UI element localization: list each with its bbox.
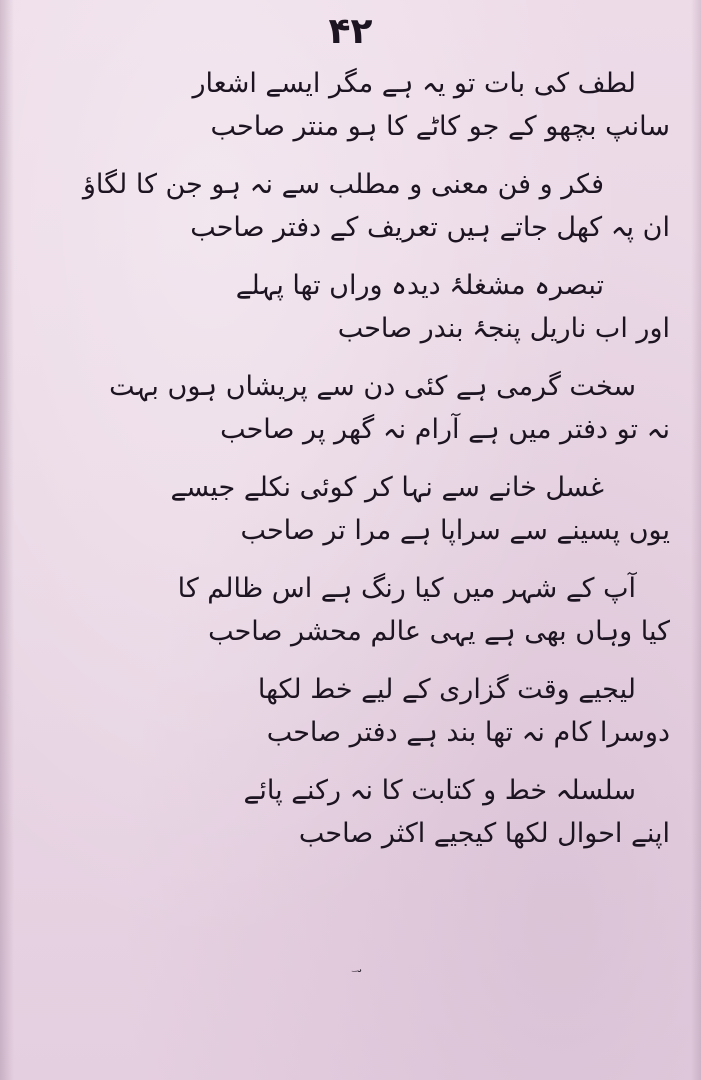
verse-line: اپنے احوال لکھا کیجیے اکثر صاحب [298, 818, 670, 849]
end-mark [0, 970, 701, 1004]
verse-line: لیجیے وقت گزاری کے لیے خط لکھا [257, 674, 636, 705]
page-number: ۴۲ [328, 11, 373, 52]
verse-line: یوں پسینے سے سراپا ہے مرا تر صاحب [240, 515, 670, 546]
verse-line: سانپ بچھو کے جو کاٹے کا ہو منتر صاحب [210, 111, 670, 142]
verse-line: سخت گرمی ہے کئی دن سے پریشاں ہوں بہت [109, 371, 636, 402]
verse-line: کیا وہاں بھی ہے یہی عالم محشر صاحب [208, 616, 670, 647]
page-edge-shadow-right [691, 0, 701, 1080]
poem [48, 62, 670, 855]
verse-line: غسل خانے سے نہا کر کوئی نکلے جیسے [170, 472, 604, 503]
verse-line: تبصرہ مشغلۂ دیدہ وراں تھا پہلے [235, 270, 604, 301]
verse-line: اور اب ناریل پنجۂ بندر صاحب [337, 313, 670, 344]
verse-line: دوسرا کام نہ تھا بند ہے دفتر صاحب [266, 717, 670, 748]
verse-line: آپ کے شہر میں کیا رنگ ہے اس ظالم کا [177, 573, 636, 604]
verse-line: سلسلہ خط و کتابت کا نہ رکنے پائے [243, 775, 636, 806]
page-edge-shadow-left [0, 0, 14, 1080]
verse-line: لطف کی بات تو یہ ہے مگر ایسے اشعار [192, 68, 636, 99]
verse-line: فکر و فن معنی و مطلب سے نہ ہو جن کا لگاؤ [82, 169, 604, 200]
verse-line: نہ تو دفتر میں ہے آرام نہ گھر پر صاحب [220, 414, 670, 445]
verse-line: ان پہ کھل جاتے ہیں تعریف کے دفتر صاحب [190, 212, 670, 243]
